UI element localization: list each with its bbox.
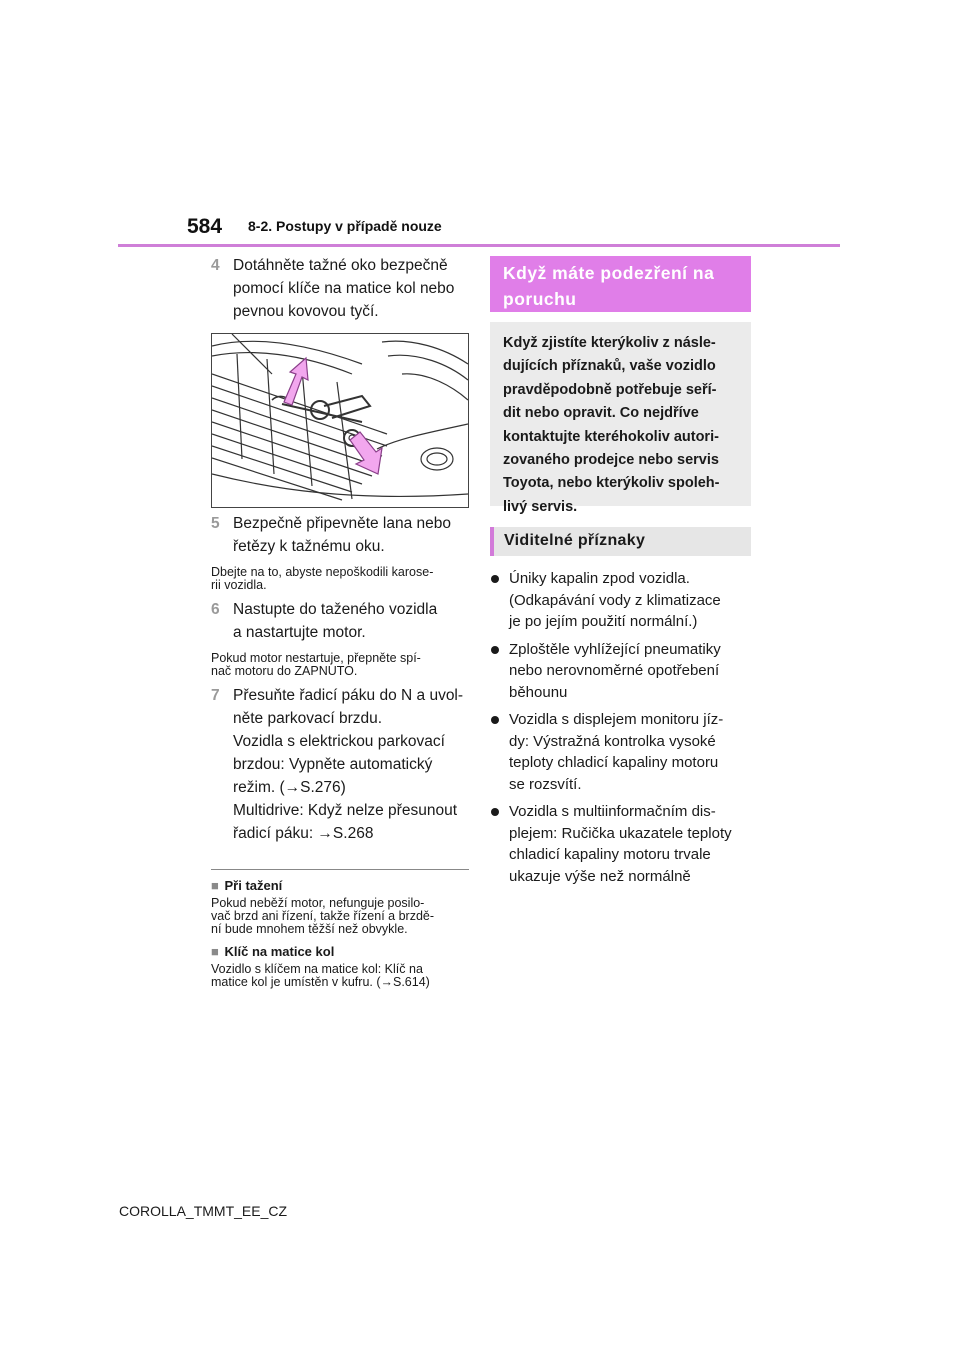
bullet-icon <box>491 646 499 654</box>
step-number: 5 <box>211 515 220 532</box>
list-item-line: (Odkapávání vody z klimatizace <box>509 591 721 609</box>
step-line: Multidrive: Když nelze přesunout <box>233 802 458 819</box>
warning-line: dujících příznaků, vaše vozidlo <box>503 358 716 375</box>
suspected-fault-heading <box>490 256 751 312</box>
page-reference-link[interactable]: režim. (→S.276) <box>233 779 346 796</box>
list-item-line: Vozidla s multiinformačním dis- <box>509 803 716 820</box>
step-line: něte parkovací brzdu. <box>233 710 383 727</box>
bullet-icon <box>491 808 499 816</box>
list-item-line: Zploštěle vyhlížející pneumatiky <box>509 640 721 658</box>
list-item-line: nebo nerovnoměrné opotřebení <box>509 662 720 679</box>
step-number: 7 <box>211 687 220 704</box>
step-line: Dotáhněte tažné oko bezpečně <box>233 257 448 274</box>
heading-line: poruchu <box>503 289 577 309</box>
step-number: 4 <box>211 257 220 274</box>
page-reference-link[interactable]: řadicí páku: →S.268 <box>233 825 374 842</box>
step-5 <box>211 512 469 558</box>
warning-line: kontaktujte kteréhokoliv autori- <box>503 428 719 445</box>
step-line: a nastartujte motor. <box>233 624 366 641</box>
step-line: pevnou kovovou tyčí. <box>233 303 379 320</box>
visible-symptoms-heading: Viditelné příznaky <box>490 527 751 556</box>
info-line: vač brzd ani řízení, takže řízení a brzdě- <box>211 909 435 923</box>
square-bullet-icon: ■ <box>211 878 219 893</box>
step-7 <box>211 684 469 845</box>
document-code: COROLLA_TMMT_EE_CZ <box>119 1203 288 1219</box>
left-column <box>211 254 469 989</box>
list-item-line: běhounu <box>509 683 568 701</box>
info-text-towing <box>211 897 469 936</box>
towing-eye-illustration-drawing <box>212 334 468 507</box>
note <box>211 566 469 592</box>
info-line: ní bude mnohem těžší než obvykle. <box>211 922 408 936</box>
step-4 <box>211 254 469 323</box>
page-number: 584 <box>187 215 223 238</box>
warning-line: Když zjistíte kterýkoliv z násle- <box>503 335 716 351</box>
info-heading-towing <box>211 878 469 894</box>
section-title: 8-2. Postupy v případě nouze <box>248 218 442 234</box>
list-item-line: ukazuje výše než normálně <box>509 867 691 885</box>
warning-line: Toyota, nebo kterýkoliv spoleh- <box>503 475 720 492</box>
list-item-line: je po jejím použití normální.) <box>509 613 698 630</box>
info-heading-text: Při tažení <box>224 878 283 893</box>
list-item-line: dy: Výstražná kontrolka vysoké <box>509 732 716 750</box>
info-line: Pokud neběží motor, nefunguje posilo- <box>211 896 425 910</box>
note-line: nač motoru do ZAPNUTO. <box>211 664 358 678</box>
step-line: Přesuňte řadicí páku do N a uvol- <box>233 687 464 704</box>
towing-eye-illustration <box>211 333 469 508</box>
heading-line: Když máte podezření na <box>503 263 715 283</box>
warning-line: livý servis. <box>503 498 578 515</box>
info-heading-wrench <box>211 944 469 960</box>
right-column <box>490 256 751 893</box>
step-line: řetězy k tažnému oku. <box>233 538 385 555</box>
list-item <box>490 568 751 633</box>
list-item-line: Úniky kapalin zpod vozidla. <box>509 570 690 587</box>
list-item-line: teploty chladicí kapaliny motoru <box>509 754 719 771</box>
square-bullet-icon: ■ <box>211 944 219 959</box>
step-line: brzdou: Vypněte automatický <box>233 756 433 773</box>
warning-box <box>490 322 751 515</box>
info-line: Vozidlo s klíčem na matice kol: Klíč na <box>211 962 423 976</box>
bullet-icon <box>491 716 499 724</box>
step-line: Vozidla s elektrickou parkovací <box>233 733 445 750</box>
list-item-line: Vozidla s displejem monitoru jíz- <box>509 711 724 728</box>
list-item <box>490 639 751 704</box>
list-item-line: plejem: Ručička ukazatele teploty <box>509 824 732 842</box>
list-item <box>490 709 751 795</box>
section-divider <box>211 869 469 870</box>
list-item <box>490 801 751 887</box>
note <box>211 652 469 678</box>
warning-line: zovaného prodejce nebo servis <box>503 452 719 469</box>
info-text-wrench <box>211 963 469 989</box>
note-line: Pokud motor nestartuje, přepněte spí- <box>211 651 421 665</box>
warning-line: pravděpodobně potřebuje seří- <box>503 381 717 398</box>
info-heading-text: Klíč na matice kol <box>224 944 335 959</box>
list-item-line: chladicí kapaliny motoru trvale <box>509 846 711 863</box>
step-number: 6 <box>211 601 220 618</box>
page-reference-link[interactable]: matice kol je umístěn v kufru. (→S.614) <box>211 975 430 989</box>
header-rule <box>118 244 840 247</box>
step-line: Bezpečně připevněte lana nebo <box>233 515 452 532</box>
step-6 <box>211 598 469 644</box>
list-item-line: se rozsvítí. <box>509 775 582 793</box>
bullet-icon <box>491 575 499 583</box>
warning-line: dit nebo opravit. Co nejdříve <box>503 405 699 422</box>
step-line: Nastupte do taženého vozidla <box>233 601 438 618</box>
step-line: pomocí klíče na matice kol nebo <box>233 280 455 297</box>
note-line: Dbejte na to, abyste nepoškodili karose- <box>211 565 434 579</box>
note-line: rii vozidla. <box>211 578 267 592</box>
symptom-list <box>490 568 751 887</box>
